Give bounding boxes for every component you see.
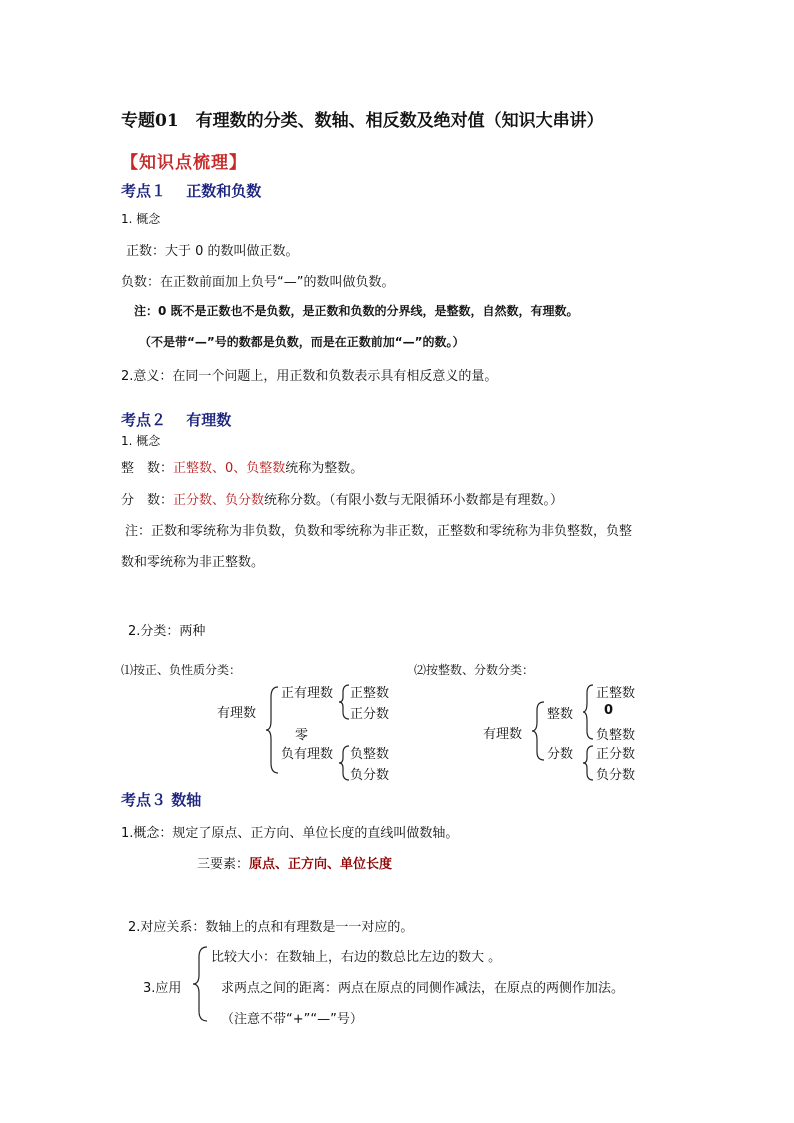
- tree1-neg-frac: 负分数: [350, 768, 390, 783]
- tree2-main-brace: [532, 700, 546, 762]
- s1-meaning: 2.意义：在同一个问题上，用正数和负数表示具有相反意义的量。: [121, 369, 498, 384]
- s3-app-note: （注意不带“+”“—”号）: [221, 1012, 363, 1027]
- tree1-neg-int: 负整数: [350, 747, 390, 762]
- s2-fraction-prefix: 分 数：: [121, 493, 174, 508]
- tree2-fraction: 分数: [547, 747, 574, 762]
- tree2-neg-int: 负整数: [596, 728, 636, 743]
- tree2-neg-frac: 负分数: [596, 768, 636, 783]
- tree2-pos-frac: 正分数: [596, 747, 636, 762]
- tree2-root: 有理数: [483, 727, 523, 742]
- s2-integer-line: [121, 457, 363, 476]
- s3-elements-prefix: 三要素：: [197, 857, 250, 872]
- tree2-label: ⑵按整数、分数分类：: [414, 663, 535, 677]
- s2-note-line1: 注：正数和零统称为非负数，负数和零统称为非正数，正整数和零统称为非负整数，负整: [125, 524, 633, 539]
- s3-concept: 1.概念：规定了原点、正方向、单位长度的直线叫做数轴。: [121, 826, 459, 841]
- tree2-frac-brace: [583, 744, 595, 784]
- tree1-label: ⑴按正、负性质分类：: [121, 663, 242, 677]
- s3-elements-red: 原点、正方向、单位长度: [249, 857, 393, 872]
- s2-fraction-red: 正分数、负分数: [173, 493, 265, 508]
- page-title: 专题01 有理数的分类、数轴、相反数及绝对值（知识大串讲）: [121, 111, 604, 131]
- tree2-int-brace: [583, 683, 595, 741]
- s3-app-distance: 求两点之间的距离：两点在原点的同侧作减法，在原点的两侧作加法。: [221, 981, 625, 996]
- tree2-pos-int: 正整数: [596, 686, 636, 701]
- s2-integer-suffix: 统称为整数。: [285, 461, 364, 476]
- s1-note2: （不是带“—”号的数都是负数，而是在正数前加“—”的数。）: [139, 335, 465, 349]
- tree1-main-brace: [266, 685, 280, 775]
- s1-note: 注：0 既不是正数也不是负数，是正数和负数的分界线，是整数，自然数，有理数。: [134, 304, 579, 318]
- s3-elements-line: [197, 853, 392, 872]
- s3-app-compare: 比较大小：在数轴上，右边的数总比左边的数大 。: [211, 950, 502, 965]
- s2-classify: 2.分类：两种: [128, 624, 206, 639]
- s2-integer-prefix: 整 数：: [121, 461, 174, 476]
- s2-note-line2: 数和零统称为非正整数。: [121, 555, 265, 570]
- section-badge: 【知识点梳理】: [121, 153, 247, 173]
- tree1-neg-rational: 负有理数: [281, 747, 334, 762]
- section-3-heading: 考点３ 数轴: [121, 791, 202, 809]
- s2-concept: 1. 概念: [121, 434, 161, 448]
- section-1-heading: 考点１ 正数和负数: [121, 182, 262, 200]
- tree1-zero: 零: [295, 728, 309, 743]
- section-2-heading: 考点２ 有理数: [121, 411, 232, 429]
- s1-negative: 负数：在正数前面加上负号“—”的数叫做负数。: [121, 275, 395, 290]
- s2-integer-red: 正整数、0、负整数: [173, 461, 286, 476]
- tree1-pos-frac: 正分数: [350, 707, 390, 722]
- tree1-pos-int: 正整数: [350, 686, 390, 701]
- s1-positive: 正数：大于 0 的数叫做正数。: [126, 244, 299, 259]
- s2-fraction-suffix: 统称分数。（有限小数与无限循环小数都是有理数。）: [264, 493, 564, 508]
- s3-correspond: 2.对应关系：数轴上的点和有理数是一一对应的。: [128, 920, 414, 935]
- s3-app-brace: [193, 945, 209, 1023]
- tree1-pos-rational: 正有理数: [281, 686, 334, 701]
- s3-app-label: 3.应用: [143, 981, 182, 996]
- s2-fraction-line: [121, 489, 563, 508]
- tree2-integer: 整数: [547, 707, 574, 722]
- tree2-zero: 0: [604, 703, 614, 718]
- s1-concept: 1. 概念: [121, 212, 161, 226]
- tree1-root: 有理数: [217, 706, 257, 721]
